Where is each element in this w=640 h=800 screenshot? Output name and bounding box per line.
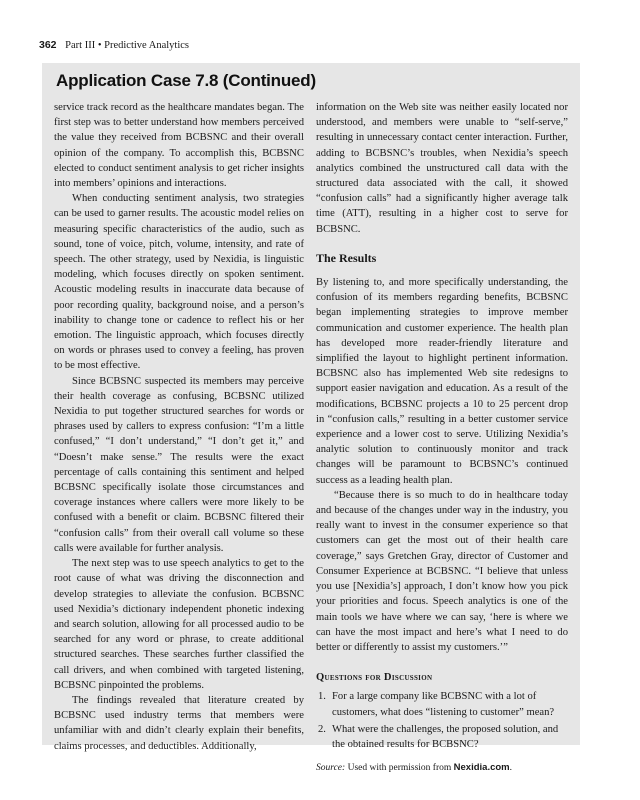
question-text: For a large company like BCBSNC with a lot of customers, what does “listening to customer” mean? [332,691,555,718]
paragraph: By listening to, and more specifically understanding, the confusion of its members regarding benefits, BCBSNC began implementing strategies to improve member communication and customer experience. The health plan has developed more reader-friendly literature and simplified the layout to highlight pertinent information. BCBSNC also has implemented Web site redesigns to support easier navigation and education. As a result of the modifications, BCBSNC projects a 10 to 25 percent drop in “confusion calls,” resulting in a better customer service experience and a lower cost to serve. Utilizing Nexidia’s analytic solution to continuously monitor and track changes will be paramount to BCBSNC’s continued success as a leading health plan. [316,277,568,486]
question-text: What were the challenges, the proposed solution, and the obtained results for BCBSNC? [332,723,559,750]
header-bullet: • [97,40,102,51]
question-item [316,722,568,752]
paragraph: information on the Web site was neither easily located nor understood, and members were unable to “self-serve,” resulting in unnecessary contact center interaction. Further, adding to BCBSNC’s troubles, when Nexidia’s speech analytics combined the unstructured call data with the structured data associated with the call, it showed “confusion calls” had a significantly higher average talk time (ATT), resulting in a higher cost to serve for BCBSNC. [316,102,568,235]
source-text: Used with permission from [347,763,452,774]
paragraph: The next step was to use speech analytics to get to the root cause of what was driving the disconnection and develop strategies to alleviate the confusion. BCBSNC used Nexidia’s dictionary independent phonetic indexing and search solution, allowing for all processed audio to be searched for any word or phrase, to create additional structured searches. These searches further classified the call drivers, and when combined with targeted listening, BCBSNC pinpointed the problems. [54,558,304,691]
page-number: 362 [39,39,57,51]
question-item [316,689,568,719]
questions-heading: Questions for Discussion [316,672,433,684]
part-label: Part III [65,40,96,51]
source-site: Nexidia.com [453,762,510,774]
left-column [54,100,304,754]
question-number: 2. [318,723,326,735]
right-column [316,100,568,776]
questions-list [316,689,568,752]
source-label: Source: [316,763,346,774]
paragraph: When conducting sentiment analysis, two strategies can be used to garner results. The acoustic model relies on measuring specific characteristics of the audio, such as sound, tone of voice, pitch, volume, intensity, and rate of speech. The other strategy, used by Nexidia, is linguistic modeling, which focuses directly on spoken sentiment. Acoustic modeling results in inaccurate data because of poor recording quality, background noise, and a person’s inability to change tone or cadence to reflect his or her emotion. The linguistic approach, which focuses directly on words or phrases used to convey a feeling, has proven to be most effective. [54,193,304,372]
paragraph: “Because there is so much to do in healthcare today and because of the changes under way in the industry, you really want to invest in the consumer experience so that customers can get the most out of their health care coverage,” says Gretchen Gray, director of Customer and Consumer Experience at BCBSNC. “I believe that unless you use [Nexidia’s] approach, I don’t know how you pick your priorities and focus. Speech analytics is one of the main tools we have where we can say, ‘here is where we can have the most impact and here’s what I need to do better or differently to assist my customers.’” [316,489,568,653]
section-label: Predictive Analytics [104,40,189,51]
question-number: 1. [318,691,326,703]
paragraph: service track record as the healthcare mandates began. The first step was to better understand how members perceived the value they received from BCBSNC and their overall opinion of the company. To accomplish this, BCBSNC elected to conduct sentiment analysis to get richer insights into members’ opinions and interactions. [54,102,304,190]
case-title: Application Case 7.8 (Continued) [56,71,316,90]
paragraph: Since BCBSNC suspected its members may perceive their health coverage as confusing, BCBSNC utilized Nexidia to put together structured searches for words or phrases used by callers to express confusion: “I’m a little confused,” “I don’t understand,” “I don’t get it,” and “Doesn’t make sense.” The results were the exact percentage of calls containing this sentiment and helped BCBSNC specifically isolate those circumstances and coverage instances where callers were more likely to be confused with a benefit or claim. BCBSNC filtered their “confusion calls” from their overall call volume so these calls were available for further analysis. [54,375,304,554]
paragraph: The findings revealed that literature created by BCBSNC used industry terms that members were unfamiliar with and didn’t clearly explain their benefits, claims processes, and deductibles. Additionally, [54,694,304,752]
results-heading: The Results [316,250,377,265]
running-header [39,39,189,51]
source-end: . [509,763,512,774]
source-note [316,760,568,776]
